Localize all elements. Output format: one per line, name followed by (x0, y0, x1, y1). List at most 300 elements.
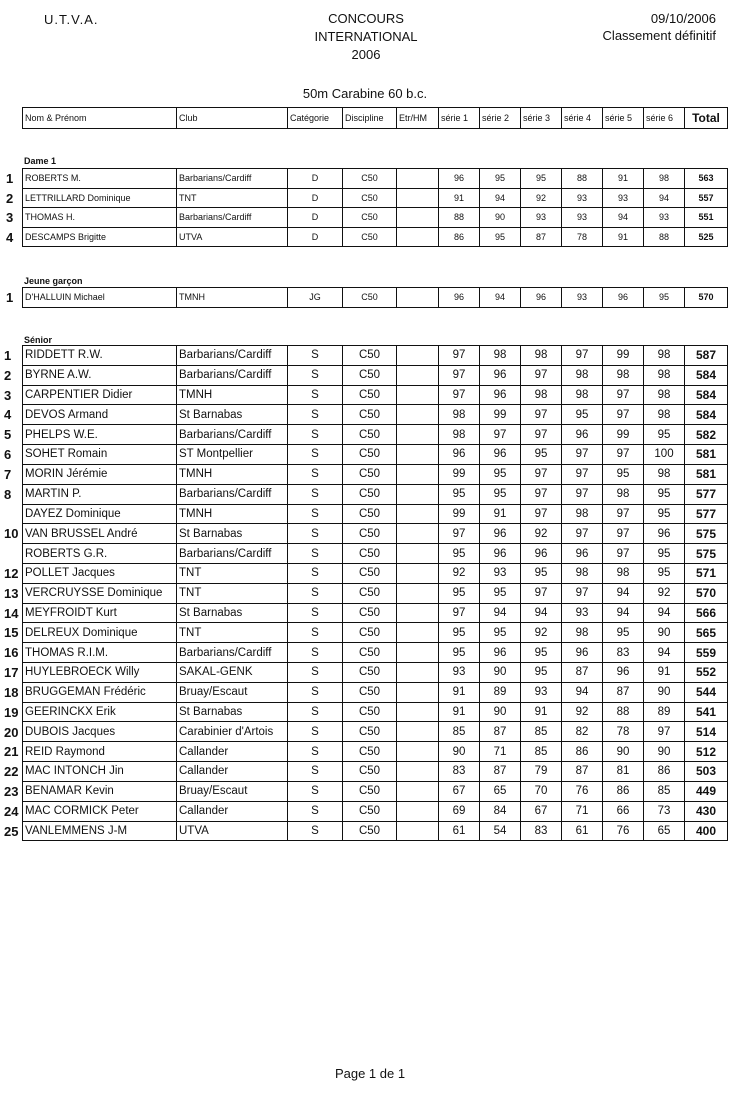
series-score-cell: 98 (603, 563, 644, 583)
table-row (23, 821, 728, 841)
column-header: série 1 (439, 108, 480, 129)
rank-number: 5 (4, 427, 12, 443)
series-score-cell: 89 (644, 702, 685, 722)
series-score-cell: 93 (603, 188, 644, 208)
series-score-cell: 95 (439, 544, 480, 564)
shooter-name: VAN BRUSSEL André (23, 524, 177, 544)
discipline-cell: C50 (343, 583, 397, 603)
etr-hm-cell (397, 742, 439, 762)
series-score-cell: 97 (521, 484, 562, 504)
section-title: Dame 1 (24, 156, 57, 166)
results-table (22, 287, 728, 308)
total-score-cell: 512 (685, 742, 728, 762)
etr-hm-cell (397, 346, 439, 366)
series-score-cell: 98 (603, 365, 644, 385)
total-score-cell: 575 (685, 544, 728, 564)
results-table (22, 345, 728, 841)
rank-number: 21 (4, 744, 19, 760)
etr-hm-cell (397, 425, 439, 445)
total-score-cell: 551 (685, 208, 728, 228)
table-row (23, 169, 728, 189)
category-cell: S (288, 682, 343, 702)
rank-number: 18 (4, 684, 19, 700)
shooter-name: MORIN Jérémie (23, 464, 177, 484)
category-cell: S (288, 405, 343, 425)
series-score-cell: 95 (644, 504, 685, 524)
series-score-cell: 54 (480, 821, 521, 841)
club-cell: TNT (177, 563, 288, 583)
etr-hm-cell (397, 801, 439, 821)
series-score-cell: 91 (480, 504, 521, 524)
club-cell: TNT (177, 583, 288, 603)
discipline-cell: C50 (343, 603, 397, 623)
series-score-cell: 81 (603, 762, 644, 782)
series-score-cell: 97 (603, 445, 644, 465)
series-score-cell: 67 (439, 781, 480, 801)
series-score-cell: 95 (603, 623, 644, 643)
shooter-name: POLLET Jacques (23, 563, 177, 583)
rank-number: 25 (4, 823, 19, 839)
total-score-cell: 559 (685, 643, 728, 663)
series-score-cell: 92 (521, 524, 562, 544)
club-cell: St Barnabas (177, 702, 288, 722)
total-score-cell: 570 (685, 288, 728, 308)
total-score-cell: 563 (685, 169, 728, 189)
category-cell: S (288, 346, 343, 366)
etr-hm-cell (397, 208, 439, 228)
series-score-cell: 94 (603, 583, 644, 603)
series-score-cell: 98 (521, 385, 562, 405)
series-score-cell: 97 (562, 445, 603, 465)
series-score-cell: 96 (480, 365, 521, 385)
rank-number: 17 (4, 665, 19, 681)
shooter-name: PHELPS W.E. (23, 425, 177, 445)
club-cell: TMNH (177, 464, 288, 484)
total-score-cell: 584 (685, 365, 728, 385)
rank-number: 13 (4, 585, 19, 601)
series-score-cell: 91 (439, 682, 480, 702)
category-cell: S (288, 385, 343, 405)
category-cell: S (288, 722, 343, 742)
category-cell: S (288, 524, 343, 544)
series-score-cell: 91 (439, 188, 480, 208)
series-score-cell: 98 (439, 405, 480, 425)
rank-number: 3 (6, 210, 14, 225)
discipline-cell: C50 (343, 346, 397, 366)
shooter-name: MARTIN P. (23, 484, 177, 504)
category-cell: S (288, 425, 343, 445)
series-score-cell: 83 (603, 643, 644, 663)
page-footer: Page 1 de 1 (334, 1066, 406, 1081)
rank-number: 15 (4, 625, 19, 641)
discipline-cell: C50 (343, 188, 397, 208)
etr-hm-cell (397, 722, 439, 742)
etr-hm-cell (397, 365, 439, 385)
rank-number: 1 (4, 348, 12, 363)
shooter-name: MAC INTONCH Jin (23, 762, 177, 782)
series-score-cell: 98 (562, 385, 603, 405)
series-score-cell: 84 (480, 801, 521, 821)
shooter-name: ROBERTS G.R. (23, 544, 177, 564)
series-score-cell: 93 (480, 563, 521, 583)
total-score-cell: 571 (685, 563, 728, 583)
series-score-cell: 79 (521, 762, 562, 782)
series-score-cell: 97 (439, 524, 480, 544)
table-row (23, 445, 728, 465)
column-header: Etr/HM (397, 108, 439, 129)
club-cell: Callander (177, 742, 288, 762)
club-cell: St Barnabas (177, 524, 288, 544)
discipline-cell: C50 (343, 524, 397, 544)
series-score-cell: 90 (603, 742, 644, 762)
club-cell: TMNH (177, 504, 288, 524)
series-score-cell: 99 (603, 425, 644, 445)
series-score-cell: 96 (439, 169, 480, 189)
series-score-cell: 99 (603, 346, 644, 366)
series-score-cell: 98 (603, 484, 644, 504)
shooter-name: DAYEZ Dominique (23, 504, 177, 524)
discipline-cell: C50 (343, 563, 397, 583)
table-row (23, 583, 728, 603)
total-score-cell: 565 (685, 623, 728, 643)
rank-number: 10 (4, 526, 19, 542)
series-score-cell: 71 (480, 742, 521, 762)
series-score-cell: 97 (644, 722, 685, 742)
shooter-name: GEERINCKX Erik (23, 702, 177, 722)
shooter-name: DESCAMPS Brigitte (23, 227, 177, 247)
category-cell: S (288, 762, 343, 782)
series-score-cell: 98 (644, 385, 685, 405)
total-score-cell: 514 (685, 722, 728, 742)
category-cell: S (288, 663, 343, 683)
discipline-cell: C50 (343, 288, 397, 308)
series-score-cell: 98 (562, 365, 603, 385)
series-score-cell: 88 (644, 227, 685, 247)
table-row (23, 643, 728, 663)
competition-title (286, 10, 446, 64)
column-header: série 6 (644, 108, 685, 129)
shooter-name: RIDDETT R.W. (23, 346, 177, 366)
series-score-cell: 98 (644, 405, 685, 425)
series-score-cell: 94 (521, 603, 562, 623)
series-score-cell: 91 (603, 169, 644, 189)
rank-number: 22 (4, 764, 19, 780)
series-score-cell: 65 (480, 781, 521, 801)
category-cell: S (288, 801, 343, 821)
rank-number: 2 (6, 190, 14, 206)
discipline-cell: C50 (343, 544, 397, 564)
series-score-cell: 85 (644, 781, 685, 801)
total-score-cell: 581 (685, 464, 728, 484)
shooter-name: MAC CORMICK Peter (23, 801, 177, 821)
series-score-cell: 94 (562, 682, 603, 702)
series-score-cell: 87 (562, 663, 603, 683)
series-score-cell: 95 (644, 288, 685, 308)
rank-number: 23 (4, 784, 19, 800)
table-row (23, 524, 728, 544)
shooter-name: LETTRILLARD Dominique (23, 188, 177, 208)
rank-number: 4 (4, 407, 12, 423)
series-score-cell: 95 (562, 405, 603, 425)
shooter-name: HUYLEBROECK Willy (23, 663, 177, 683)
series-score-cell: 96 (480, 643, 521, 663)
series-score-cell: 85 (521, 722, 562, 742)
series-score-cell: 96 (562, 425, 603, 445)
table-row (23, 722, 728, 742)
series-score-cell: 96 (480, 385, 521, 405)
total-score-cell: 570 (685, 583, 728, 603)
series-score-cell: 98 (480, 346, 521, 366)
club-cell: ST Montpellier (177, 445, 288, 465)
category-cell: D (288, 188, 343, 208)
table-row (23, 188, 728, 208)
series-score-cell: 97 (439, 346, 480, 366)
total-score-cell: 544 (685, 682, 728, 702)
series-score-cell: 96 (603, 663, 644, 683)
series-score-cell: 97 (439, 365, 480, 385)
shooter-name: REID Raymond (23, 742, 177, 762)
series-score-cell: 83 (521, 821, 562, 841)
series-score-cell: 98 (521, 346, 562, 366)
club-cell: Barbarians/Cardiff (177, 425, 288, 445)
club-cell: Carabinier d'Artois (177, 722, 288, 742)
series-score-cell: 85 (439, 722, 480, 742)
column-header: Club (177, 108, 288, 129)
series-score-cell: 86 (439, 227, 480, 247)
discipline-cell: C50 (343, 445, 397, 465)
table-row (23, 385, 728, 405)
club-cell: Barbarians/Cardiff (177, 208, 288, 228)
category-cell: S (288, 563, 343, 583)
table-row (23, 405, 728, 425)
discipline-cell: C50 (343, 682, 397, 702)
rank-number: 4 (6, 229, 14, 245)
club-cell: SAKAL-GENK (177, 663, 288, 683)
column-header: série 3 (521, 108, 562, 129)
series-score-cell: 88 (562, 169, 603, 189)
series-score-cell: 97 (562, 346, 603, 366)
rank-number: 1 (6, 171, 14, 186)
etr-hm-cell (397, 288, 439, 308)
series-score-cell: 95 (644, 425, 685, 445)
series-score-cell: 96 (439, 288, 480, 308)
etr-hm-cell (397, 445, 439, 465)
etr-hm-cell (397, 603, 439, 623)
series-score-cell: 87 (480, 722, 521, 742)
category-cell: D (288, 227, 343, 247)
series-score-cell: 66 (603, 801, 644, 821)
discipline-cell: C50 (343, 365, 397, 385)
table-row (23, 603, 728, 623)
discipline-cell: C50 (343, 623, 397, 643)
series-score-cell: 90 (480, 208, 521, 228)
series-score-cell: 98 (562, 504, 603, 524)
discipline-cell: C50 (343, 227, 397, 247)
club-cell: Barbarians/Cardiff (177, 365, 288, 385)
club-cell: TMNH (177, 288, 288, 308)
category-cell: S (288, 821, 343, 841)
series-score-cell: 94 (480, 188, 521, 208)
discipline-cell: C50 (343, 663, 397, 683)
series-score-cell: 90 (644, 742, 685, 762)
series-score-cell: 92 (521, 623, 562, 643)
series-score-cell: 98 (439, 425, 480, 445)
category-cell: S (288, 504, 343, 524)
series-score-cell: 96 (480, 544, 521, 564)
series-score-cell: 97 (562, 464, 603, 484)
series-score-cell: 73 (644, 801, 685, 821)
total-score-cell: 584 (685, 385, 728, 405)
category-cell: D (288, 169, 343, 189)
rank-number: 16 (4, 645, 19, 661)
series-score-cell: 94 (603, 603, 644, 623)
series-score-cell: 92 (562, 702, 603, 722)
shooter-name: THOMAS H. (23, 208, 177, 228)
series-score-cell: 95 (439, 643, 480, 663)
etr-hm-cell (397, 524, 439, 544)
etr-hm-cell (397, 623, 439, 643)
series-score-cell: 89 (480, 682, 521, 702)
series-score-cell: 90 (644, 682, 685, 702)
club-cell: UTVA (177, 821, 288, 841)
event-title: 50m Carabine 60 b.c. (302, 86, 428, 101)
series-score-cell: 67 (521, 801, 562, 821)
series-score-cell: 95 (521, 445, 562, 465)
etr-hm-cell (397, 821, 439, 841)
total-score-cell: 541 (685, 702, 728, 722)
shooter-name: SOHET Romain (23, 445, 177, 465)
table-row (23, 781, 728, 801)
series-score-cell: 95 (644, 484, 685, 504)
club-cell: Bruay/Escaut (177, 781, 288, 801)
total-score-cell: 587 (685, 346, 728, 366)
series-score-cell: 92 (644, 583, 685, 603)
series-score-cell: 96 (480, 524, 521, 544)
rank-number: 8 (4, 486, 12, 502)
rank-number: 6 (4, 447, 12, 463)
column-header: série 2 (480, 108, 521, 129)
total-score-cell: 525 (685, 227, 728, 247)
etr-hm-cell (397, 663, 439, 683)
series-score-cell: 95 (521, 643, 562, 663)
table-row (23, 288, 728, 308)
club-cell: Barbarians/Cardiff (177, 169, 288, 189)
category-cell: S (288, 623, 343, 643)
series-score-cell: 78 (603, 722, 644, 742)
shooter-name: BYRNE A.W. (23, 365, 177, 385)
etr-hm-cell (397, 188, 439, 208)
results-table (22, 168, 728, 247)
discipline-cell: C50 (343, 484, 397, 504)
series-score-cell: 95 (439, 484, 480, 504)
series-score-cell: 76 (603, 821, 644, 841)
series-score-cell: 95 (644, 544, 685, 564)
series-score-cell: 95 (521, 169, 562, 189)
series-score-cell: 93 (562, 208, 603, 228)
series-score-cell: 99 (439, 464, 480, 484)
etr-hm-cell (397, 544, 439, 564)
table-row (23, 227, 728, 247)
club-cell: Barbarians/Cardiff (177, 643, 288, 663)
series-score-cell: 91 (439, 702, 480, 722)
table-row (23, 425, 728, 445)
total-score-cell: 557 (685, 188, 728, 208)
club-cell: TNT (177, 188, 288, 208)
column-header: Catégorie (288, 108, 343, 129)
shooter-name: ROBERTS M. (23, 169, 177, 189)
club-cell: TNT (177, 623, 288, 643)
table-row (23, 346, 728, 366)
club-cell: Bruay/Escaut (177, 682, 288, 702)
series-score-cell: 98 (644, 346, 685, 366)
series-score-cell: 96 (562, 544, 603, 564)
series-score-cell: 95 (521, 563, 562, 583)
table-row (23, 702, 728, 722)
etr-hm-cell (397, 563, 439, 583)
series-score-cell: 93 (439, 663, 480, 683)
rank-number: 7 (4, 466, 12, 482)
shooter-name: DUBOIS Jacques (23, 722, 177, 742)
club-cell: Barbarians/Cardiff (177, 346, 288, 366)
club-cell: Callander (177, 801, 288, 821)
series-score-cell: 92 (439, 563, 480, 583)
series-score-cell: 95 (480, 484, 521, 504)
series-score-cell: 96 (644, 524, 685, 544)
table-row (23, 208, 728, 228)
organization-name: U.T.V.A. (44, 12, 99, 27)
series-score-cell: 88 (439, 208, 480, 228)
total-score-cell: 400 (685, 821, 728, 841)
discipline-cell: C50 (343, 762, 397, 782)
document-date: 09/10/2006 (650, 11, 716, 26)
table-row (23, 484, 728, 504)
total-score-cell: 503 (685, 762, 728, 782)
series-score-cell: 90 (480, 702, 521, 722)
series-score-cell: 97 (439, 603, 480, 623)
series-score-cell: 95 (603, 464, 644, 484)
shooter-name: DELREUX Dominique (23, 623, 177, 643)
etr-hm-cell (397, 504, 439, 524)
rank-number: 24 (4, 803, 19, 819)
total-score-cell: 577 (685, 484, 728, 504)
etr-hm-cell (397, 484, 439, 504)
table-row (23, 365, 728, 385)
series-score-cell: 94 (603, 208, 644, 228)
etr-hm-cell (397, 583, 439, 603)
rank-number: 1 (6, 290, 14, 305)
discipline-cell: C50 (343, 643, 397, 663)
total-score-cell: 449 (685, 781, 728, 801)
discipline-cell: C50 (343, 425, 397, 445)
table-row (23, 742, 728, 762)
series-score-cell: 95 (439, 623, 480, 643)
series-score-cell: 65 (644, 821, 685, 841)
total-score-cell: 577 (685, 504, 728, 524)
discipline-cell: C50 (343, 702, 397, 722)
shooter-name: CARPENTIER Didier (23, 385, 177, 405)
series-score-cell: 76 (562, 781, 603, 801)
table-row (23, 623, 728, 643)
series-score-cell: 93 (644, 208, 685, 228)
series-score-cell: 98 (644, 169, 685, 189)
series-score-cell: 95 (439, 583, 480, 603)
series-score-cell: 95 (480, 169, 521, 189)
series-score-cell: 86 (603, 781, 644, 801)
table-row (23, 801, 728, 821)
series-score-cell: 94 (644, 188, 685, 208)
series-score-cell: 88 (603, 702, 644, 722)
discipline-cell: C50 (343, 742, 397, 762)
